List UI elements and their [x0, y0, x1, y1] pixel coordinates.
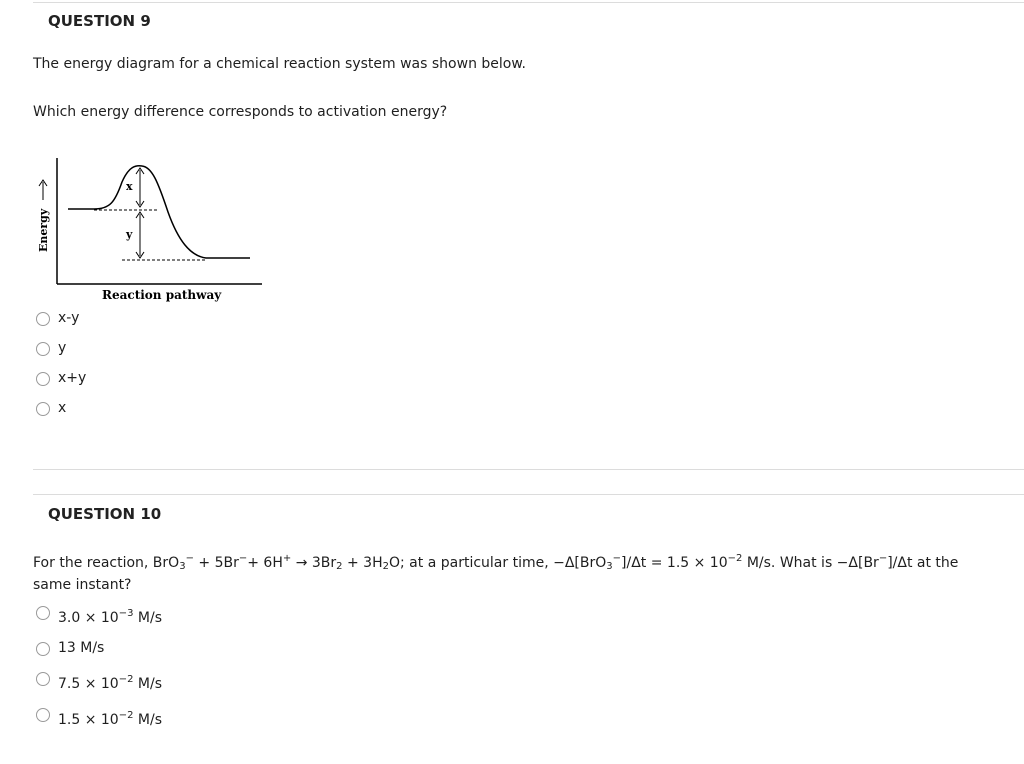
- question-10-top-divider: [33, 494, 1024, 495]
- q9-option-4-label[interactable]: x: [58, 400, 67, 416]
- q9-option-4-radio[interactable]: [36, 402, 50, 416]
- q9-option-3-label[interactable]: x+y: [58, 370, 87, 386]
- q10-option-1-label[interactable]: $3.0 \times 10^{-3}$ M/s: [58, 608, 163, 626]
- top-divider: [33, 2, 1024, 3]
- question-9-line-2: Which energy difference corresponds to activation energy?: [33, 104, 448, 120]
- reaction-curve: [68, 166, 250, 258]
- question-10-prompt: For the reaction, $BrO_3^- + 5Br^-+ 6H^+ \to 3Br_2 + 3H_2O$; at a particular time, $-\Delta[BrO_3^-]/\Delta t = 1.5 \times 10^{-2}$ M/s. What is −Δ[Br−]/Δt at the same instant?: [33, 553, 959, 593]
- q10-option-2-radio[interactable]: [36, 642, 50, 656]
- q10-option-1-radio[interactable]: [36, 606, 50, 620]
- q9-option-1-label[interactable]: x-y: [58, 310, 80, 326]
- diagram-x-label: Reaction pathway: [102, 288, 222, 302]
- q9-option-1-radio[interactable]: [36, 312, 50, 326]
- label-x: x: [126, 180, 133, 193]
- diagram-y-label: Energy: [37, 208, 50, 252]
- question-9-title: QUESTION 9: [48, 12, 151, 30]
- q10-option-3-radio[interactable]: [36, 672, 50, 686]
- q9-option-2-label[interactable]: y: [58, 340, 67, 356]
- q10-option-3-label[interactable]: $7.5 \times 10^{-2}$ M/s: [58, 674, 163, 692]
- q9-option-3-radio[interactable]: [36, 372, 50, 386]
- q10-option-4-radio[interactable]: [36, 708, 50, 722]
- question-10-title: QUESTION 10: [48, 505, 162, 523]
- q9-option-2-radio[interactable]: [36, 342, 50, 356]
- question-9-line-1: The energy diagram for a chemical reaction system was shown below.: [33, 56, 526, 72]
- q10-option-4-label[interactable]: $1.5 \times 10^{-2}$ M/s: [58, 710, 163, 728]
- question-9-bottom-divider: [33, 469, 1024, 470]
- energy-diagram: [30, 152, 270, 307]
- label-y: y: [126, 228, 133, 241]
- q10-option-2-label[interactable]: 13 M/s: [58, 640, 105, 656]
